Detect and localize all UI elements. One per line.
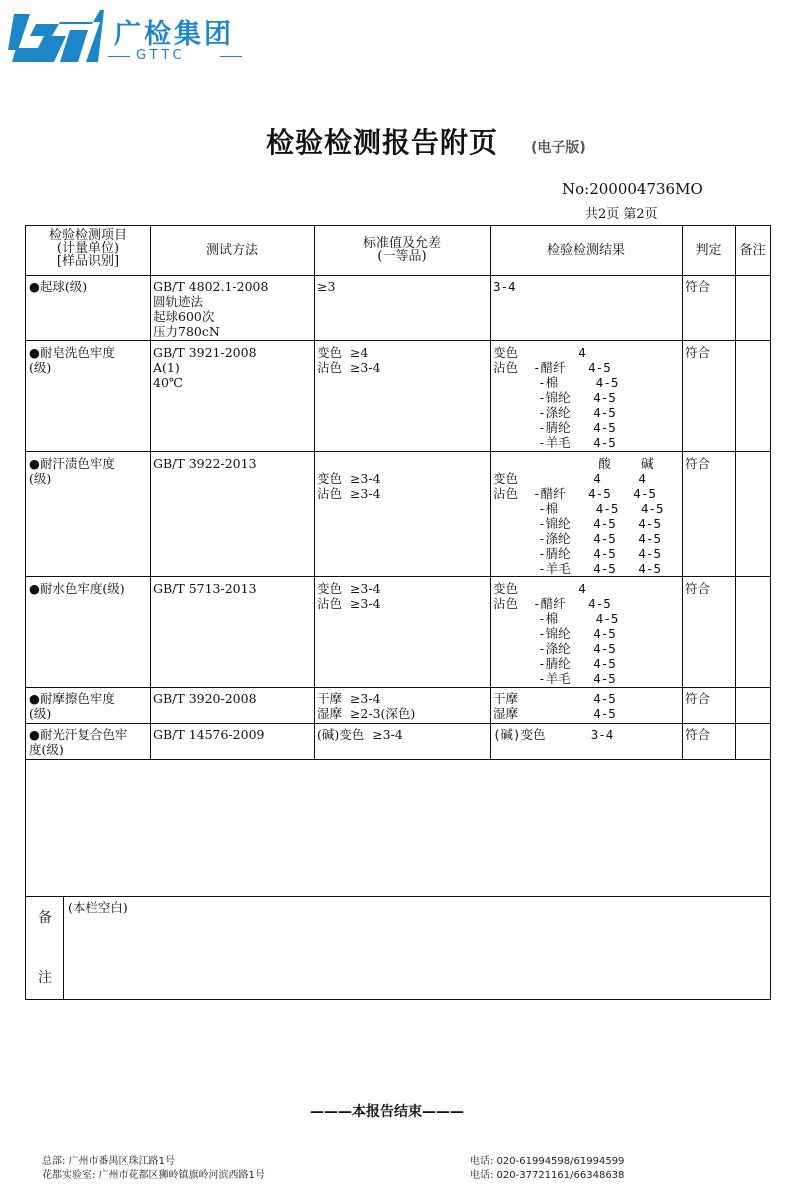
gttc-logo-icon: [8, 6, 104, 66]
brand-name-cn: 广检集团: [114, 19, 234, 50]
document-title: 检验检测报告附页: [266, 126, 499, 159]
remarks-label-top: 备: [38, 910, 52, 926]
row-method: GB/T 14576-2009: [153, 727, 265, 742]
row-item: ●耐光汗复合色牢 度(级): [29, 727, 128, 757]
row-method: GB/T 3920-2008: [153, 691, 257, 706]
row-verdict: 符合: [685, 581, 711, 596]
row-divider: [26, 759, 770, 760]
row-item: ●起球(级): [29, 279, 88, 294]
remarks-label-bottom: 注: [38, 970, 52, 986]
row-method: GB/T 5713-2013: [153, 581, 257, 596]
row-divider: [26, 275, 770, 276]
column-divider: [314, 226, 315, 759]
row-method: GB/T 3921-2008 A(1) 40℃: [153, 345, 257, 390]
row-result: 干摩 4-5 湿摩 4-5: [493, 691, 616, 721]
row-verdict: 符合: [685, 279, 711, 294]
row-verdict: 符合: [685, 727, 711, 742]
brand-name-en-wrap: [108, 48, 248, 64]
row-verdict: 符合: [685, 691, 711, 706]
row-result: 酸 碱 变色 4 4 沾色 -醋纤 4-5 4-5 -棉 4-5 4-5 -锦纶 4-5 4-5 -涤纶 4-5 4-5 -腈纶 4-5 4-5 -羊毛 4-5 4-5: [493, 456, 664, 576]
row-divider: [26, 896, 770, 897]
results-table: [25, 225, 771, 1000]
column-divider: [150, 226, 151, 759]
column-divider: [682, 226, 683, 759]
row-result: (碱)变色 3-4: [493, 727, 614, 742]
header-method: 测试方法: [205, 243, 258, 258]
row-verdict: 符合: [685, 456, 711, 471]
row-item: ●耐摩擦色牢度 (级): [29, 691, 115, 721]
row-item: ●耐水色牢度(级): [29, 581, 125, 596]
footer-lab-address: 花都实验室: 广州市花都区狮岭镇旗岭河滨西路1号: [42, 1170, 265, 1181]
document-subtitle: (电子版): [531, 140, 586, 156]
header-remark: 备注: [739, 243, 766, 258]
row-result: 变色 4 沾色 -醋纤 4-5 -棉 4-5 -锦纶 4-5 -涤纶 4-5 -腈纶 4-5 -羊毛 4-5: [493, 345, 619, 450]
row-standard: 变色 ≥3-4 沾色 ≥3-4: [317, 581, 381, 611]
row-standard: 变色 ≥3-4 沾色 ≥3-4: [317, 471, 381, 501]
divider: [220, 56, 242, 57]
row-result: 3-4: [493, 279, 516, 294]
remarks-text: (本栏空白): [68, 900, 128, 915]
row-result: 变色 4 沾色 -醋纤 4-5 -棉 4-5 -锦纶 4-5 -涤纶 4-5 -腈纶 4-5 -羊毛 4-5: [493, 581, 619, 686]
row-method: GB/T 4802.1-2008 圆轨迹法 起球600次 压力780cN: [153, 279, 269, 339]
row-method: GB/T 3922-2013: [153, 456, 257, 471]
row-divider: [26, 576, 770, 577]
row-divider: [26, 723, 770, 724]
header-result: 检验检测结果: [546, 243, 625, 258]
footer-tel-lab: 电话: 020-37721161/66348638: [470, 1170, 625, 1181]
row-divider: [26, 340, 770, 341]
company-logo: [8, 6, 258, 68]
row-item: ●耐汗渍色牢度 (级): [29, 456, 115, 486]
divider: [108, 56, 130, 57]
row-divider: [26, 687, 770, 688]
page-indicator: 共2页 第2页: [585, 207, 658, 222]
row-standard: ≥3: [317, 279, 336, 294]
header-standard: 标准值及允差 (一等品): [362, 236, 441, 264]
row-standard: (碱)变色 ≥3-4: [317, 727, 403, 742]
footer-tel-hq: 电话: 020-61994598/61994599: [470, 1156, 625, 1167]
footer-hq-address: 总部: 广州市番禺区珠江路1号: [42, 1156, 175, 1167]
column-divider: [735, 226, 736, 759]
brand-name-en: GTTC: [136, 48, 186, 63]
row-divider: [26, 451, 770, 452]
report-number: No:200004736MO: [562, 180, 703, 198]
row-standard: 干摩 ≥3-4 湿摩 ≥2-3(深色): [317, 691, 416, 721]
row-item: ●耐皂洗色牢度 (级): [29, 345, 115, 375]
row-verdict: 符合: [685, 345, 711, 360]
header-item: 检验检测项目 (计量单位) [样品识别]: [48, 228, 127, 269]
report-end-marker: ———本报告结束———: [310, 1104, 464, 1120]
column-divider: [63, 896, 64, 1000]
column-divider: [490, 226, 491, 759]
row-standard: 变色 ≥4 沾色 ≥3-4: [317, 345, 381, 375]
header-verdict: 判定: [695, 243, 722, 258]
